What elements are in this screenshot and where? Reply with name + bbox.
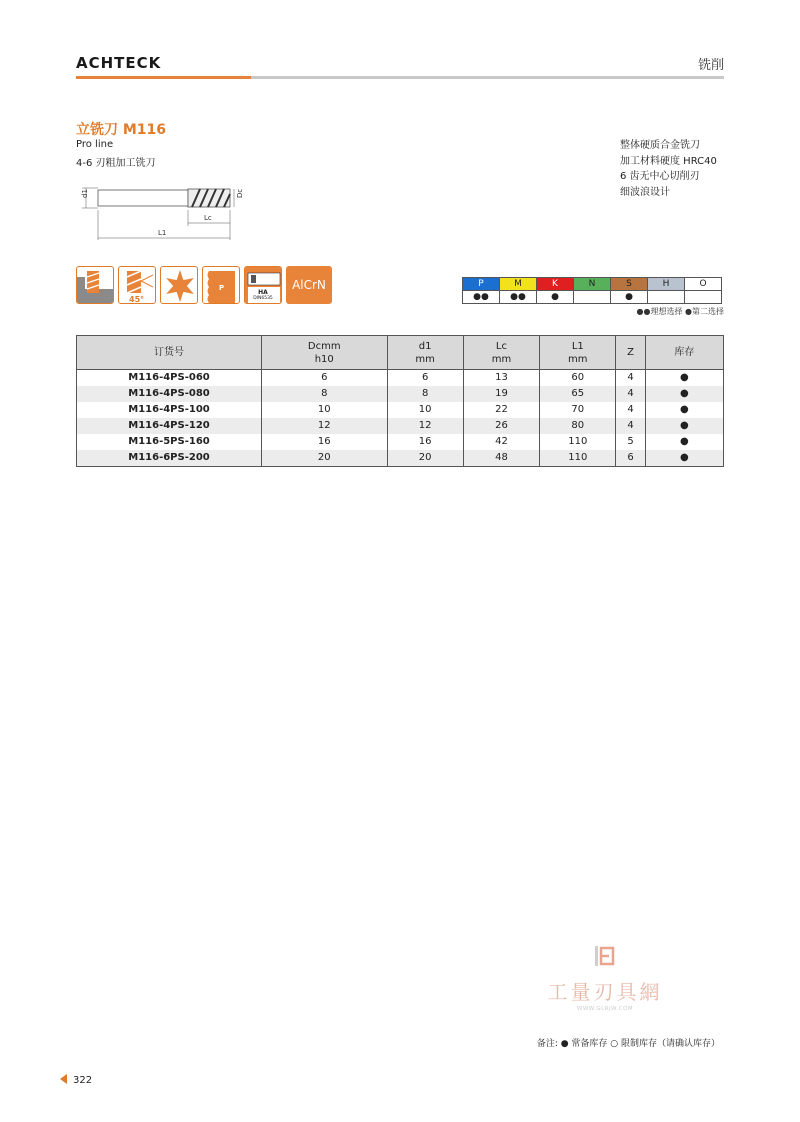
feature-icons: [76, 266, 332, 304]
header-text: h10: [314, 353, 334, 365]
watermark-text: 工量刃具網: [547, 980, 663, 1004]
col-stock: [645, 336, 723, 370]
table-cell: 8: [262, 386, 388, 402]
table-cell: 4: [616, 402, 645, 418]
material-mark: [574, 291, 611, 304]
table-row: [77, 402, 724, 418]
table-cell: 5: [616, 434, 645, 450]
header-text: 库存: [674, 347, 695, 358]
table-cell: ●: [645, 418, 723, 434]
table-cell: 4: [616, 386, 645, 402]
page-arrow-icon: [60, 1074, 67, 1084]
table-cell: 80: [540, 418, 616, 434]
header-text: mm: [491, 353, 512, 365]
watermark: [538, 944, 672, 1014]
header-text: Dcmm: [307, 340, 341, 352]
brand-logo: ACHTECK: [76, 54, 162, 72]
table-row: [77, 370, 724, 387]
shoulder-milling-icon: [76, 266, 114, 304]
table-cell: 16: [387, 434, 463, 450]
table-cell: 12: [262, 418, 388, 434]
feature-item: 整体硬质合金铣刀: [620, 140, 700, 151]
col-z: [616, 336, 645, 370]
table-cell: ●: [645, 402, 723, 418]
header-text: mm: [568, 353, 588, 365]
table-cell: 8: [387, 386, 463, 402]
table-cell: 70: [540, 402, 616, 418]
table-cell: 13: [463, 370, 539, 387]
material-mark: [685, 291, 722, 304]
ha-shank-icon: [244, 266, 282, 304]
material-n: N: [574, 278, 611, 291]
wavy-profile-icon: [202, 266, 240, 304]
table-cell: 60: [540, 370, 616, 387]
header-text: Lc: [495, 340, 507, 352]
col-dc: [262, 336, 388, 370]
table-cell: ●: [645, 434, 723, 450]
table-cell: 22: [463, 402, 539, 418]
table-cell: 26: [463, 418, 539, 434]
table-cell: M116-4PS-060: [77, 370, 262, 387]
tool-drawing: [76, 182, 256, 244]
table-cell: M116-4PS-080: [77, 386, 262, 402]
table-cell: M116-4PS-100: [77, 402, 262, 418]
material-table: [462, 277, 722, 304]
feature-item: 加工材料硬度 HRC40: [620, 155, 717, 167]
watermark-logo-icon: [593, 944, 617, 968]
six-flute-icon: [160, 266, 198, 304]
header-text: L1: [571, 340, 584, 352]
table-cell: 110: [540, 434, 616, 450]
col-lc: [463, 336, 539, 370]
material-m: M: [500, 278, 537, 291]
ha-sub-label: DIN6535: [253, 296, 273, 301]
table-cell: 4: [616, 370, 645, 387]
product-table: [76, 335, 724, 467]
table-row: [77, 434, 724, 450]
table-row: [77, 418, 724, 434]
col-order-number: [77, 336, 262, 370]
table-cell: 48: [463, 450, 539, 467]
section-title: 铣削: [697, 58, 724, 73]
header-text: 订货号: [154, 347, 184, 358]
material-o: O: [685, 278, 722, 291]
material-p: P: [463, 278, 500, 291]
table-cell: 42: [463, 434, 539, 450]
material-h: H: [648, 278, 685, 291]
table-header-row: [77, 336, 724, 370]
material-mark: ●: [537, 291, 574, 304]
table-cell: 65: [540, 386, 616, 402]
table-cell: 20: [387, 450, 463, 467]
table-cell: M116-5PS-160: [77, 434, 262, 450]
table-cell: 6: [262, 370, 388, 387]
header-text: Z: [627, 347, 634, 358]
material-legend: ●●理想选择 ●第二选择: [636, 307, 724, 316]
table-cell: ●: [645, 386, 723, 402]
table-cell: ●: [645, 450, 723, 467]
material-mark: ●: [611, 291, 648, 304]
stock-footnote: 备注: ● 常备库存 ○ 限制库存（请确认库存）: [536, 1039, 720, 1049]
header-accent-bar: [76, 76, 251, 79]
material-mark: ●●: [500, 291, 537, 304]
helix-45-icon: [118, 266, 156, 304]
label-l1: L1: [158, 229, 167, 237]
table-cell: ●: [645, 370, 723, 387]
table-row: [77, 386, 724, 402]
label-d1: d1: [81, 189, 89, 198]
col-d1: [387, 336, 463, 370]
product-title: 立铣刀 M116: [76, 122, 167, 138]
table-cell: 110: [540, 450, 616, 467]
feature-item: 6 齿无中心切削刃: [620, 171, 700, 182]
table-cell: 16: [262, 434, 388, 450]
helix-angle-label: 45°: [129, 295, 145, 304]
product-subtitle: 4-6 刃粗加工铣刀: [76, 158, 156, 169]
table-cell: 12: [387, 418, 463, 434]
table-cell: 10: [387, 402, 463, 418]
material-mark: [648, 291, 685, 304]
feature-list: [620, 138, 717, 200]
table-cell: 6: [616, 450, 645, 467]
table-row: [77, 450, 724, 467]
material-k: K: [537, 278, 574, 291]
wavy-profile-label: P: [219, 284, 225, 292]
label-lc: Lc: [204, 214, 212, 222]
table-cell: M116-4PS-120: [77, 418, 262, 434]
table-cell: 6: [387, 370, 463, 387]
header-text: mm: [415, 353, 435, 365]
label-dc: Dc: [236, 188, 244, 198]
material-mark: ●●: [463, 291, 500, 304]
table-cell: 10: [262, 402, 388, 418]
table-cell: 20: [262, 450, 388, 467]
table-cell: 19: [463, 386, 539, 402]
col-l1: [540, 336, 616, 370]
ha-label: HA: [258, 289, 268, 296]
header-text: d1: [418, 340, 432, 352]
page-number: 322: [60, 1074, 92, 1086]
watermark-url: WWW.GLRJW.COM: [576, 1006, 634, 1012]
material-s: S: [611, 278, 648, 291]
table-cell: 4: [616, 418, 645, 434]
table-cell: M116-6PS-200: [77, 450, 262, 467]
product-line: Pro line: [76, 139, 114, 150]
coating-badge: AlCrN: [286, 266, 332, 304]
feature-item: 细波浪设计: [620, 186, 670, 198]
